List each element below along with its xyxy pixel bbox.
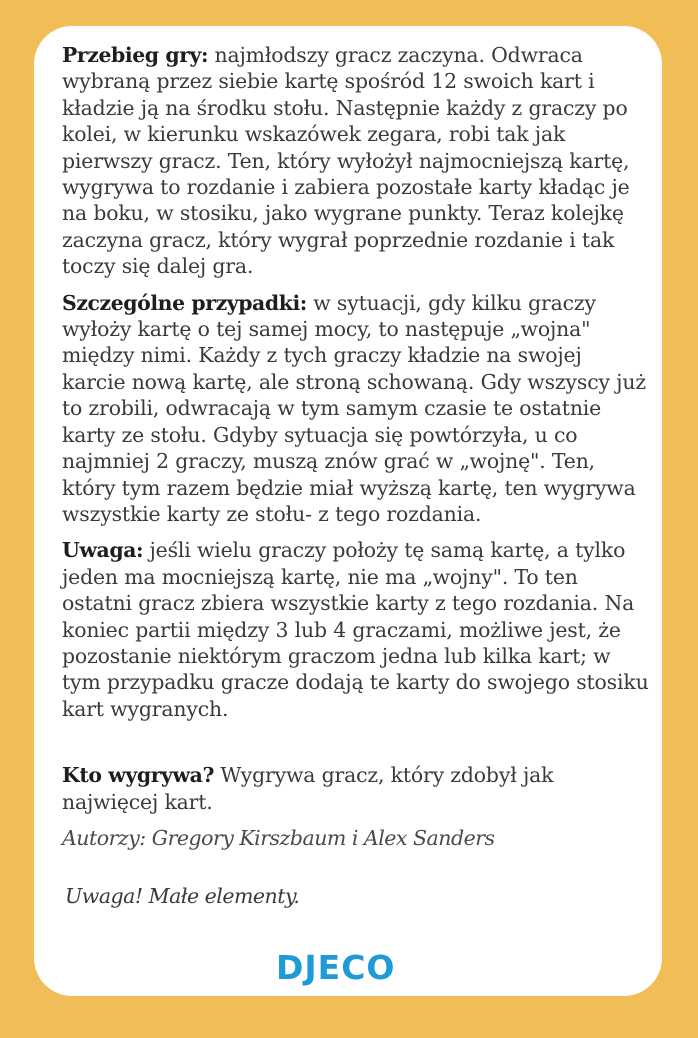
section-title: Kto wygrywa? <box>62 763 215 788</box>
rules-section-gameplay <box>62 42 650 280</box>
authors-credit: Autorzy: Gregory Kirszbaum i Alex Sanders <box>62 825 495 850</box>
section-text: jeśli wielu graczy położy tę samą kartę, a tylko jeden ma mocniejszą kartę, nie ma „wojny". To ten ostatni gracz zbiera wszystkie karty z tego rozdania. Na koniec partii między 3 lub 4 graczami, możliwe jest, że pozostanie niektórym graczom jedna lub kilka kart; w tym przypadku gracze dodają te karty do swojego stosiku kart wygranych. <box>62 538 649 721</box>
section-text: Wygrywa gracz, który zdobył jak najwięcej kart. <box>62 763 554 814</box>
section-text: najmłodszy gracz zaczyna. Odwraca wybraną przez siebie kartę spośród 12 swoich kart i kładzie ją na środku stołu. Następnie każdy z graczy po kolei, w kierunku wskazówek zegara, robi tak jak pierwszy gracz. Ten, który wyłożył najmocniejszą kartę, wygrywa to rozdanie i zabiera pozostałe karty kładąc je na boku, w stosiku, jako wygrane punkty. Teraz kolejkę zaczyna gracz, który wygrał poprzednie rozdanie i tak toczy się dalej gra. <box>62 43 630 279</box>
rules-section-note <box>62 537 650 722</box>
section-title: Przebieg gry: <box>62 43 209 67</box>
rules-section-special-cases <box>62 290 650 528</box>
section-title: Szczególne przypadki: <box>62 290 307 315</box>
small-parts-warning: Uwaga! Małe elementy. <box>65 884 300 909</box>
rules-content <box>62 42 650 910</box>
rules-card <box>34 26 662 996</box>
section-title: Uwaga: <box>62 538 144 563</box>
djeco-logo: DJECO <box>276 948 396 987</box>
section-text: w sytuacji, gdy kilku graczy wyłoży kartę o tej samej mocy, to następuje „wojna" między nimi. Każdy z tych graczy kładzie na swojej karcie nową kartę, ale stroną schowaną. Gdy wszyscy już to zrobili, odwracają w tym samym czasie te ostatnie karty ze stołu. Gdyby sytuacja się powtórzyła, u co najmniej 2 graczy, muszą znów grać w „wojnę". Ten, który tym razem będzie miał wyższą kartę, ten wygrywa wszystkie karty ze stołu- z tego rozdania. <box>62 290 646 526</box>
rules-section-winner <box>62 762 650 815</box>
